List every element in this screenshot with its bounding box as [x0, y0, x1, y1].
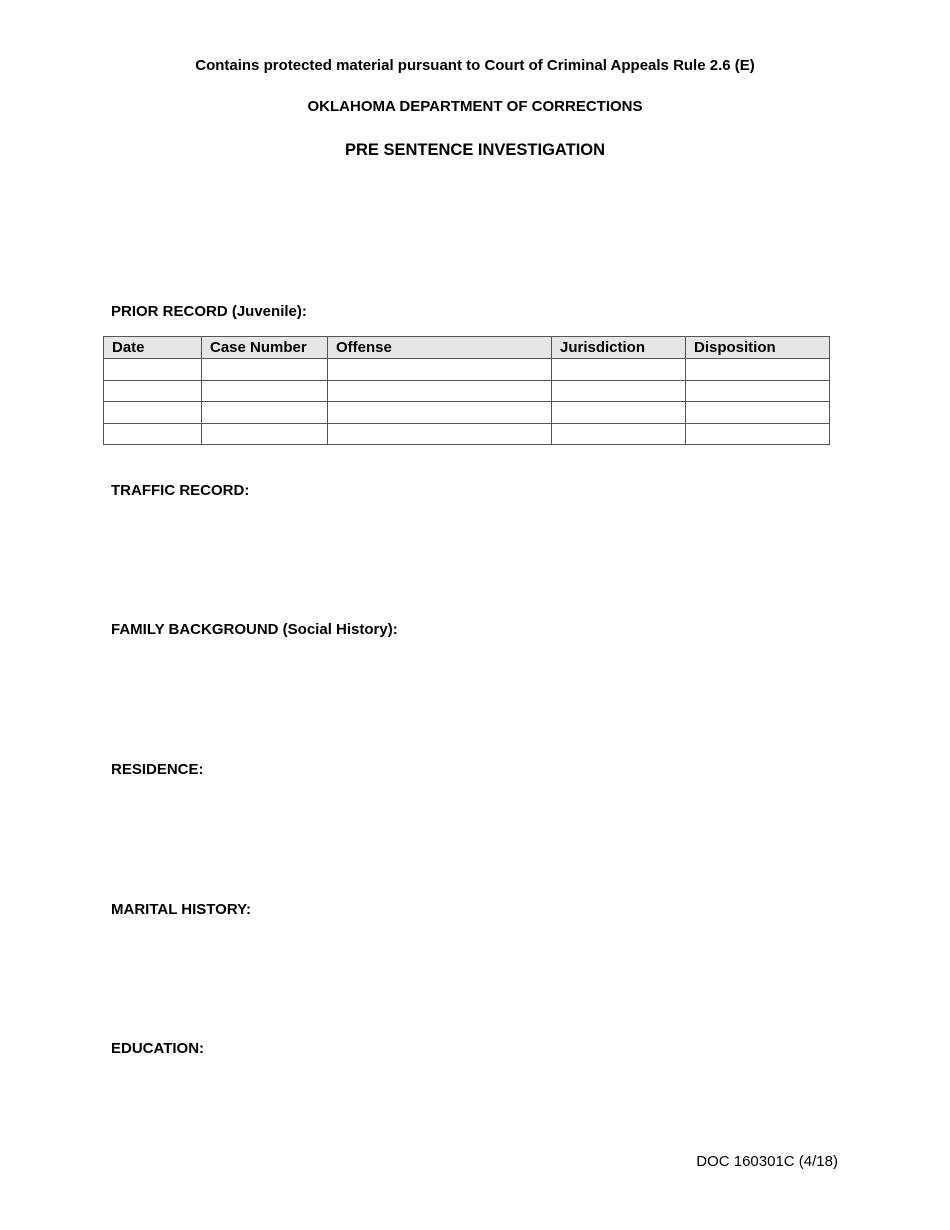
protected-material-notice: Contains protected material pursuant to Court of Criminal Appeals Rule 2.6 (E) [195, 57, 755, 74]
table-cell[interactable] [328, 402, 552, 424]
table-header-row [104, 337, 830, 359]
table-cell[interactable] [202, 380, 328, 402]
column-header-offense: Offense [328, 337, 552, 359]
family-background-label: FAMILY BACKGROUND (Social History): [111, 621, 398, 638]
traffic-record-label: TRAFFIC RECORD: [111, 482, 250, 499]
table-cell[interactable] [552, 359, 686, 381]
table-row [104, 402, 830, 424]
column-header-disposition: Disposition [686, 337, 830, 359]
residence-label: RESIDENCE: [111, 761, 204, 778]
page-title: PRE SENTENCE INVESTIGATION [344, 141, 606, 159]
table-cell[interactable] [104, 380, 202, 402]
marital-history-label: MARITAL HISTORY: [111, 901, 251, 918]
table-cell[interactable] [202, 402, 328, 424]
table-cell[interactable] [686, 359, 830, 381]
table-row [104, 380, 830, 402]
table-row [104, 359, 830, 381]
table-cell[interactable] [552, 402, 686, 424]
table-cell[interactable] [686, 380, 830, 402]
column-header-case-number: Case Number [202, 337, 328, 359]
table-cell[interactable] [686, 402, 830, 424]
table-cell[interactable] [104, 423, 202, 445]
table-row [104, 423, 830, 445]
column-header-jurisdiction: Jurisdiction [552, 337, 686, 359]
table-cell[interactable] [104, 402, 202, 424]
table-cell[interactable] [552, 423, 686, 445]
education-label: EDUCATION: [111, 1040, 205, 1057]
table-cell[interactable] [202, 359, 328, 381]
form-number: DOC 160301C (4/18) [696, 1153, 838, 1170]
prior-record-label: PRIOR RECORD (Juvenile): [111, 303, 307, 320]
table-cell[interactable] [328, 423, 552, 445]
table-cell[interactable] [686, 423, 830, 445]
table-cell[interactable] [328, 380, 552, 402]
department-name: OKLAHOMA DEPARTMENT OF CORRECTIONS [307, 98, 643, 115]
table-cell[interactable] [202, 423, 328, 445]
table-cell[interactable] [552, 380, 686, 402]
table-cell[interactable] [104, 359, 202, 381]
column-header-date: Date [104, 337, 202, 359]
table-cell[interactable] [328, 359, 552, 381]
prior-record-table [103, 336, 830, 445]
